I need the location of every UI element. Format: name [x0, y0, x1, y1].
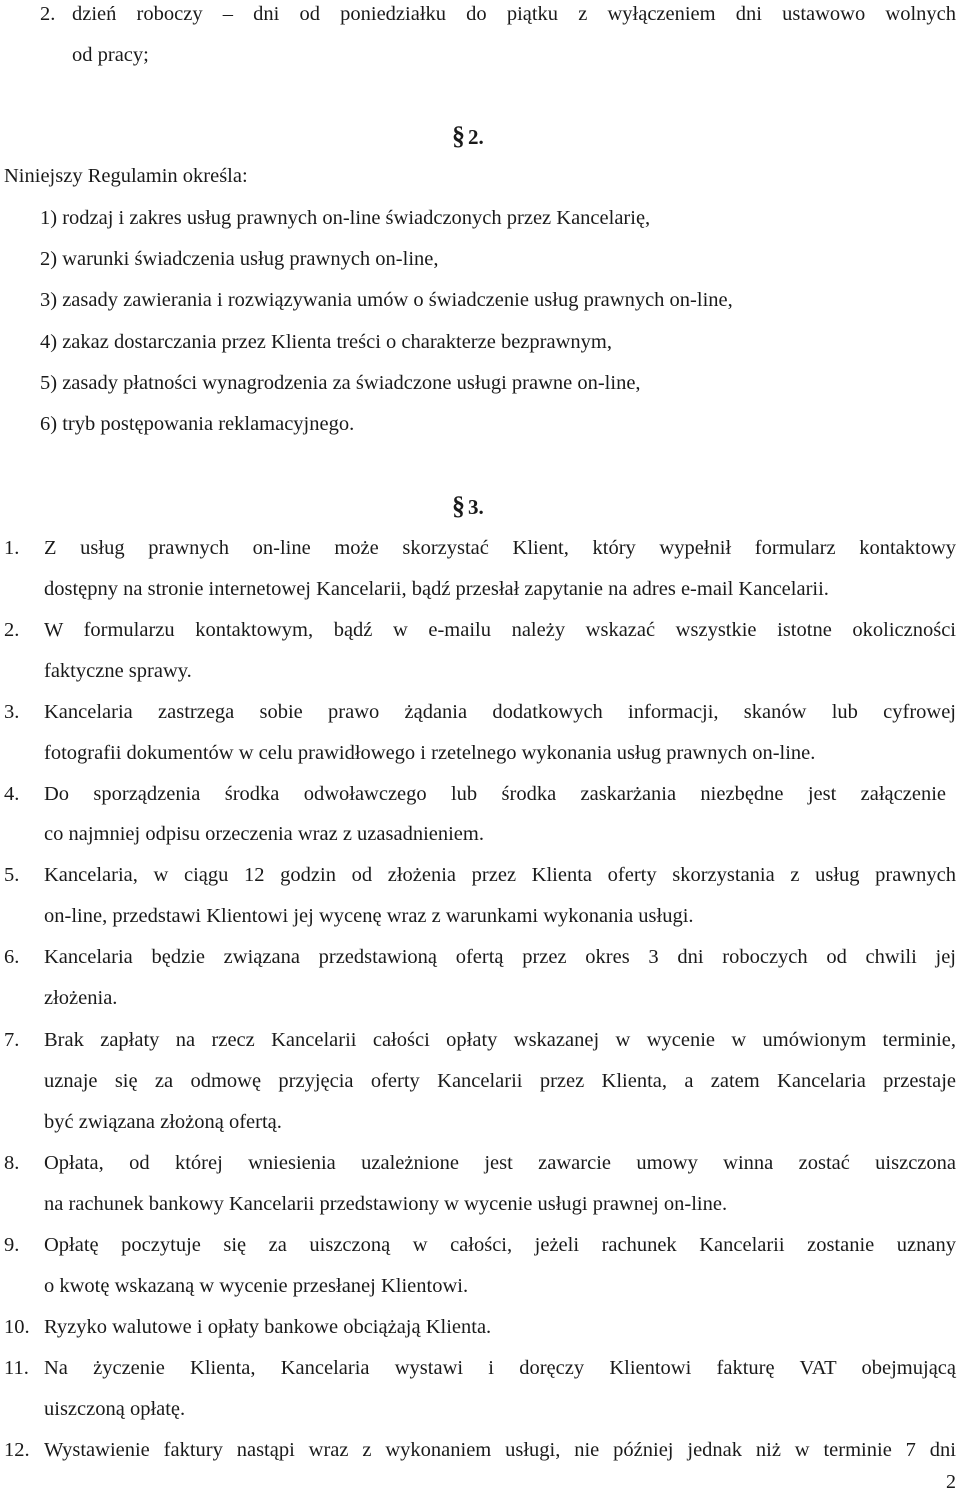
item-number: 2. — [4, 619, 20, 641]
item-number: 7. — [4, 1029, 20, 1051]
item-number: 4. — [4, 783, 20, 805]
item-number: 11. — [4, 1357, 29, 1379]
item-line: dostępny na stronie internetowej Kancelarii, bądź przesłał zapytanie na adres e-mail Kancelarii. — [44, 578, 829, 600]
list-item: 1) rodzaj i zakres usług prawnych on-line świadczonych przez Kancelarię, — [40, 207, 651, 229]
item-line: Na życzenie Klienta, Kancelaria wystawi i doręczy Klientowi fakturę VAT obejmującą — [44, 1357, 956, 1379]
list-item: 2) warunki świadczenia usług prawnych on-line, — [40, 248, 439, 270]
page-number: 2 — [946, 1471, 956, 1493]
section-2-number: 2. — [468, 125, 484, 149]
item-line: na rachunek bankowy Kancelarii przedstawiony w wycenie usługi prawnej on-line. — [44, 1193, 728, 1215]
item-line: Ryzyko walutowe i opłaty bankowe obciążają Klienta. — [44, 1316, 492, 1338]
section-2-intro: Niniejszy Regulamin określa: — [4, 165, 248, 187]
item-number: 9. — [4, 1234, 20, 1256]
list-item: 4) zakaz dostarczania przez Klienta treści o charakterze bezprawnym, — [40, 331, 612, 353]
item-line: uznaje się za odmowę przyjęcia oferty Kancelarii przez Klienta, a zatem Kancelaria przestaje — [44, 1070, 956, 1092]
item-number: 6. — [4, 946, 20, 968]
section-2-heading — [452, 122, 484, 151]
item-line: Wystawienie faktury nastąpi wraz z wykonaniem usługi, nie później jednak niż w terminie 7 dni — [44, 1439, 956, 1461]
section-mark: § — [452, 491, 465, 520]
definition-number: 2. — [40, 3, 56, 25]
item-line: uiszczoną opłatę. — [44, 1398, 186, 1420]
section-mark: § — [452, 121, 465, 150]
item-line: być związana złożoną ofertą. — [44, 1111, 282, 1133]
item-line: Kancelaria zastrzega sobie prawo żądania dodatkowych informacji, skanów lub cyfrowej — [44, 701, 956, 723]
item-number: 3. — [4, 701, 20, 723]
item-line: Kancelaria, w ciągu 12 godzin od złożenia przez Klienta oferty skorzystania z usług prawnych — [44, 864, 956, 886]
section-3-number: 3. — [468, 495, 484, 519]
item-line: W formularzu kontaktowym, bądź w e-mailu należy wskazać wszystkie istotne okoliczności — [44, 619, 956, 641]
item-number: 12. — [4, 1439, 30, 1461]
item-line: on-line, przedstawi Klientowi jej wycenę wraz z warunkami wykonania usługi. — [44, 905, 694, 927]
list-item: 5) zasady płatności wynagrodzenia za świadczone usługi prawne on-line, — [40, 372, 641, 394]
item-line: co najmniej odpisu orzeczenia wraz z uzasadnieniem. — [44, 823, 484, 845]
list-item: 3) zasady zawierania i rozwiązywania umów o świadczenie usług prawnych on-line, — [40, 289, 733, 311]
item-line: o kwotę wskazaną w wycenie przesłanej Klientowi. — [44, 1275, 469, 1297]
section-3-heading — [452, 492, 484, 521]
item-line: faktyczne sprawy. — [44, 660, 192, 682]
definition-line-2: od pracy; — [72, 44, 149, 66]
list-item: 6) tryb postępowania reklamacyjnego. — [40, 413, 355, 435]
item-number: 1. — [4, 537, 20, 559]
item-number: 5. — [4, 864, 20, 886]
item-line: Kancelaria będzie związana przedstawioną ofertą przez okres 3 dni roboczych od chwili jej — [44, 946, 956, 968]
item-number: 10. — [4, 1316, 30, 1338]
item-number: 8. — [4, 1152, 20, 1174]
item-line: Opłata, od której wniesienia uzależnione jest zawarcie umowy winna zostać uiszczona — [44, 1152, 956, 1174]
item-line: Opłatę poczytuje się za uiszczoną w całości, jeżeli rachunek Kancelarii zostanie uznany — [44, 1234, 956, 1256]
item-line: Do sporządzenia środka odwoławczego lub środka zaskarżania niezbędne jest załączenie — [44, 783, 946, 805]
definition-line-1: dzień roboczy – dni od poniedziałku do piątku z wyłączeniem dni ustawowo wolnych — [72, 3, 956, 25]
item-line: Brak zapłaty na rzecz Kancelarii całości opłaty wskazanej w wycenie w umówionym terminie, — [44, 1029, 956, 1051]
item-line: fotografii dokumentów w celu prawidłowego i rzetelnego wykonania usług prawnych on-line. — [44, 742, 816, 764]
item-line: Z usług prawnych on-line może skorzystać Klient, który wypełnił formularz kontaktowy — [44, 537, 956, 559]
item-line: złożenia. — [44, 987, 118, 1009]
